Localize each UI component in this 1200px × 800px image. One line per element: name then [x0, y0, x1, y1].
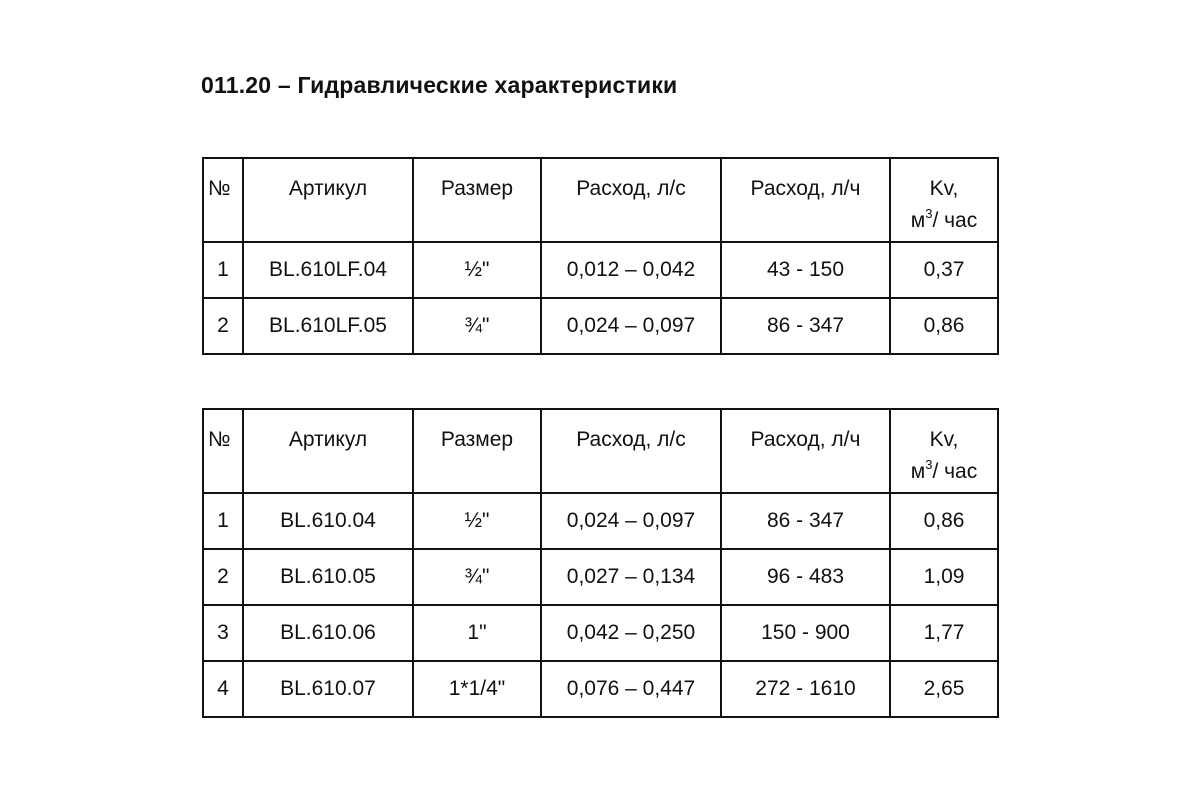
cell-flow-lh: 86 - 347	[721, 493, 890, 549]
cell-flow-ls: 0,042 – 0,250	[541, 605, 721, 661]
cell-flow-ls: 0,024 – 0,097	[541, 298, 721, 354]
cell-article: BL.610LF.05	[243, 298, 413, 354]
table-row	[203, 242, 998, 298]
header-kv-label: Kv,	[929, 177, 959, 200]
header-size: Размер	[413, 409, 541, 493]
cell-kv: 2,65	[890, 661, 998, 717]
table-header-row	[203, 409, 998, 493]
cell-article: BL.610.04	[243, 493, 413, 549]
header-article: Артикул	[243, 158, 413, 242]
header-size: Размер	[413, 158, 541, 242]
cell-size: ¾"	[413, 549, 541, 605]
cell-num: 2	[203, 298, 243, 354]
cell-flow-ls: 0,027 – 0,134	[541, 549, 721, 605]
hydraulic-table-standard	[202, 408, 999, 718]
cell-article: BL.610.05	[243, 549, 413, 605]
header-flow-ls: Расход, л/с	[541, 409, 721, 493]
header-flow-lh: Расход, л/ч	[721, 158, 890, 242]
cell-kv: 0,37	[890, 242, 998, 298]
cell-kv: 1,09	[890, 549, 998, 605]
table-row	[203, 605, 998, 661]
cell-flow-ls: 0,076 – 0,447	[541, 661, 721, 717]
cell-size: ½"	[413, 493, 541, 549]
header-flow-lh: Расход, л/ч	[721, 409, 890, 493]
table-row	[203, 549, 998, 605]
header-kv	[890, 158, 998, 242]
cell-flow-ls: 0,012 – 0,042	[541, 242, 721, 298]
cell-flow-lh: 43 - 150	[721, 242, 890, 298]
cell-flow-lh: 150 - 900	[721, 605, 890, 661]
cell-article: BL.610.07	[243, 661, 413, 717]
cell-flow-lh: 272 - 1610	[721, 661, 890, 717]
cell-num: 3	[203, 605, 243, 661]
cell-flow-lh: 86 - 347	[721, 298, 890, 354]
cell-num: 2	[203, 549, 243, 605]
table-row	[203, 493, 998, 549]
table-row	[203, 661, 998, 717]
header-kv-unit: $м^3/$ час	[910, 206, 978, 232]
cell-flow-lh: 96 - 483	[721, 549, 890, 605]
cell-size: 1"	[413, 605, 541, 661]
cell-kv: 1,77	[890, 605, 998, 661]
cell-kv: 0,86	[890, 493, 998, 549]
header-kv-label: Kv,	[929, 428, 959, 451]
cell-num: 1	[203, 493, 243, 549]
cell-num: 1	[203, 242, 243, 298]
cell-article: BL.610.06	[243, 605, 413, 661]
table-row	[203, 298, 998, 354]
header-kv	[890, 409, 998, 493]
header-kv-unit: $м^3/$ час	[910, 457, 978, 483]
hydraulic-table-lf	[202, 157, 999, 355]
header-num: №	[203, 158, 243, 242]
page-title: 011.20 – Гидравлические характеристики	[201, 72, 678, 98]
cell-kv: 0,86	[890, 298, 998, 354]
cell-article: BL.610LF.04	[243, 242, 413, 298]
cell-size: ½"	[413, 242, 541, 298]
cell-size: 1*1/4"	[413, 661, 541, 717]
header-flow-ls: Расход, л/с	[541, 158, 721, 242]
cell-num: 4	[203, 661, 243, 717]
table-header-row	[203, 158, 998, 242]
cell-size: ¾"	[413, 298, 541, 354]
header-num: №	[203, 409, 243, 493]
cell-flow-ls: 0,024 – 0,097	[541, 493, 721, 549]
header-article: Артикул	[243, 409, 413, 493]
